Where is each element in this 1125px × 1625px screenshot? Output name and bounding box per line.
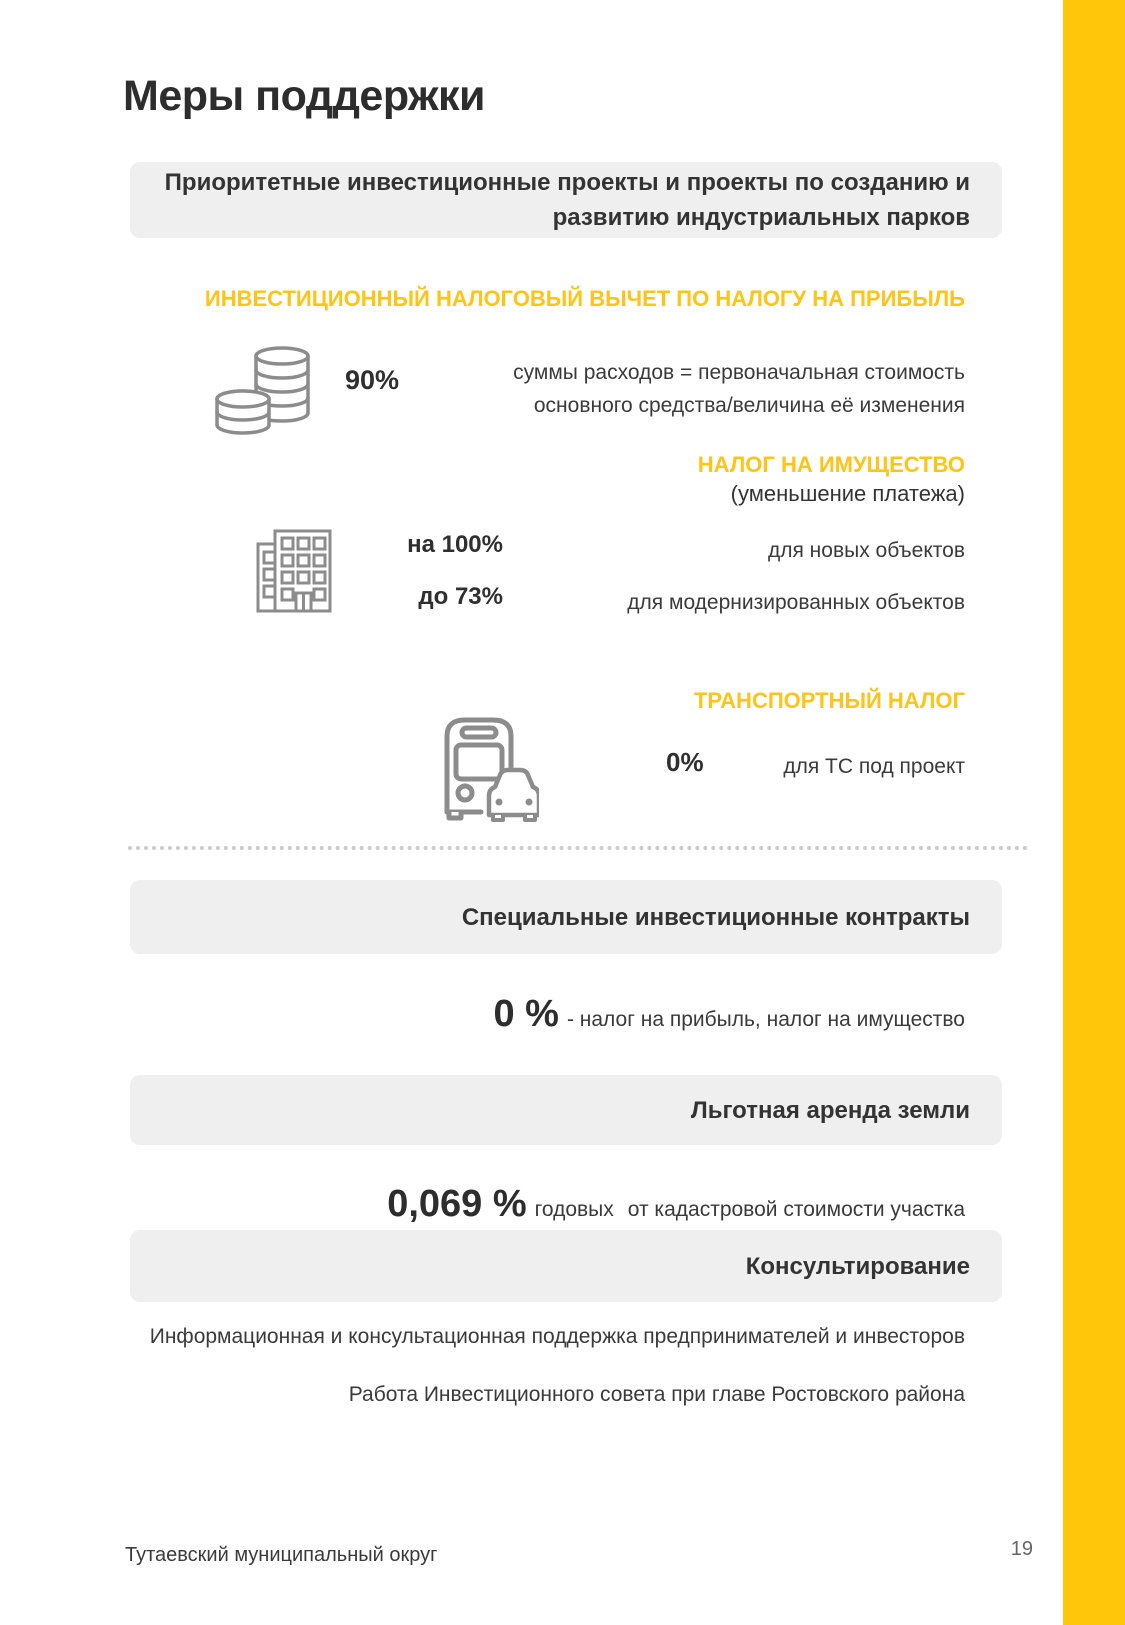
land-lease-banner-label: Льготная аренда земли: [690, 1096, 970, 1124]
spic-stat: [493, 993, 965, 1036]
footer-municipality: Тутаевский муниципальный округ: [125, 1544, 438, 1566]
profit-tax-desc-line2: основного средства/величина её изменения: [533, 394, 965, 417]
land-lease-banner: [130, 1075, 1002, 1145]
yellow-side-stripe: [1063, 0, 1125, 1625]
spic-banner: [130, 880, 1002, 954]
spic-value: 0 %: [493, 993, 559, 1035]
land-lease-value: 0,069 %: [387, 1183, 527, 1225]
consulting-banner-label: Консультирование: [745, 1252, 970, 1280]
profit-tax-description: [513, 356, 965, 422]
bus-car-icon: [437, 712, 539, 822]
spic-label: - налог на прибыль, налог на имущество: [566, 1008, 965, 1031]
property-tax-subheading: (уменьшение платежа): [730, 481, 965, 506]
land-lease-label-part1: годовых: [534, 1198, 614, 1221]
property-tax-row1-label: для новых объектов: [767, 539, 965, 562]
page-title: Меры поддержки: [123, 72, 485, 120]
transport-tax-heading: ТРАНСПОРТНЫЙ НАЛОГ: [693, 688, 965, 713]
priority-projects-banner: [130, 162, 1002, 238]
profit-tax-value: 90%: [345, 365, 400, 395]
land-lease-label-part2: от кадастровой стоимости участка: [627, 1198, 965, 1221]
profit-tax-heading: ИНВЕСТИЦИОННЫЙ НАЛОГОВЫЙ ВЫЧЕТ ПО НАЛОГУ НА ПРИБЫЛЬ: [204, 286, 965, 311]
consulting-line2: Работа Инвестиционного совета при главе Ростовского района: [348, 1383, 965, 1406]
priority-projects-line1: Приоритетные инвестиционные проекты и проекты по созданию и: [164, 169, 970, 196]
spic-banner-label: Специальные инвестиционные контракты: [461, 903, 970, 931]
priority-projects-line2: развитию индустриальных парков: [552, 204, 970, 231]
property-tax-row2-label: для модернизированных объектов: [627, 591, 965, 614]
property-tax-heading: НАЛОГ НА ИМУЩЕСТВО: [697, 452, 965, 477]
dotted-divider: [128, 846, 1028, 850]
consulting-banner: [130, 1230, 1002, 1302]
transport-tax-value: 0%: [666, 747, 704, 777]
transport-tax-label: для ТС под проект: [783, 755, 965, 778]
consulting-line1: Информационная и консультационная поддержка предпринимателей и инвесторов: [149, 1325, 965, 1348]
property-tax-row2-value: до 73%: [418, 583, 503, 610]
coins-icon: [213, 341, 315, 435]
property-tax-row1-value: на 100%: [407, 531, 503, 558]
building-icon: [251, 527, 337, 613]
land-lease-stat: [387, 1183, 965, 1226]
profit-tax-desc-line1: суммы расходов = первоначальная стоимость: [513, 361, 965, 384]
page-number: 19: [1010, 1538, 1033, 1560]
